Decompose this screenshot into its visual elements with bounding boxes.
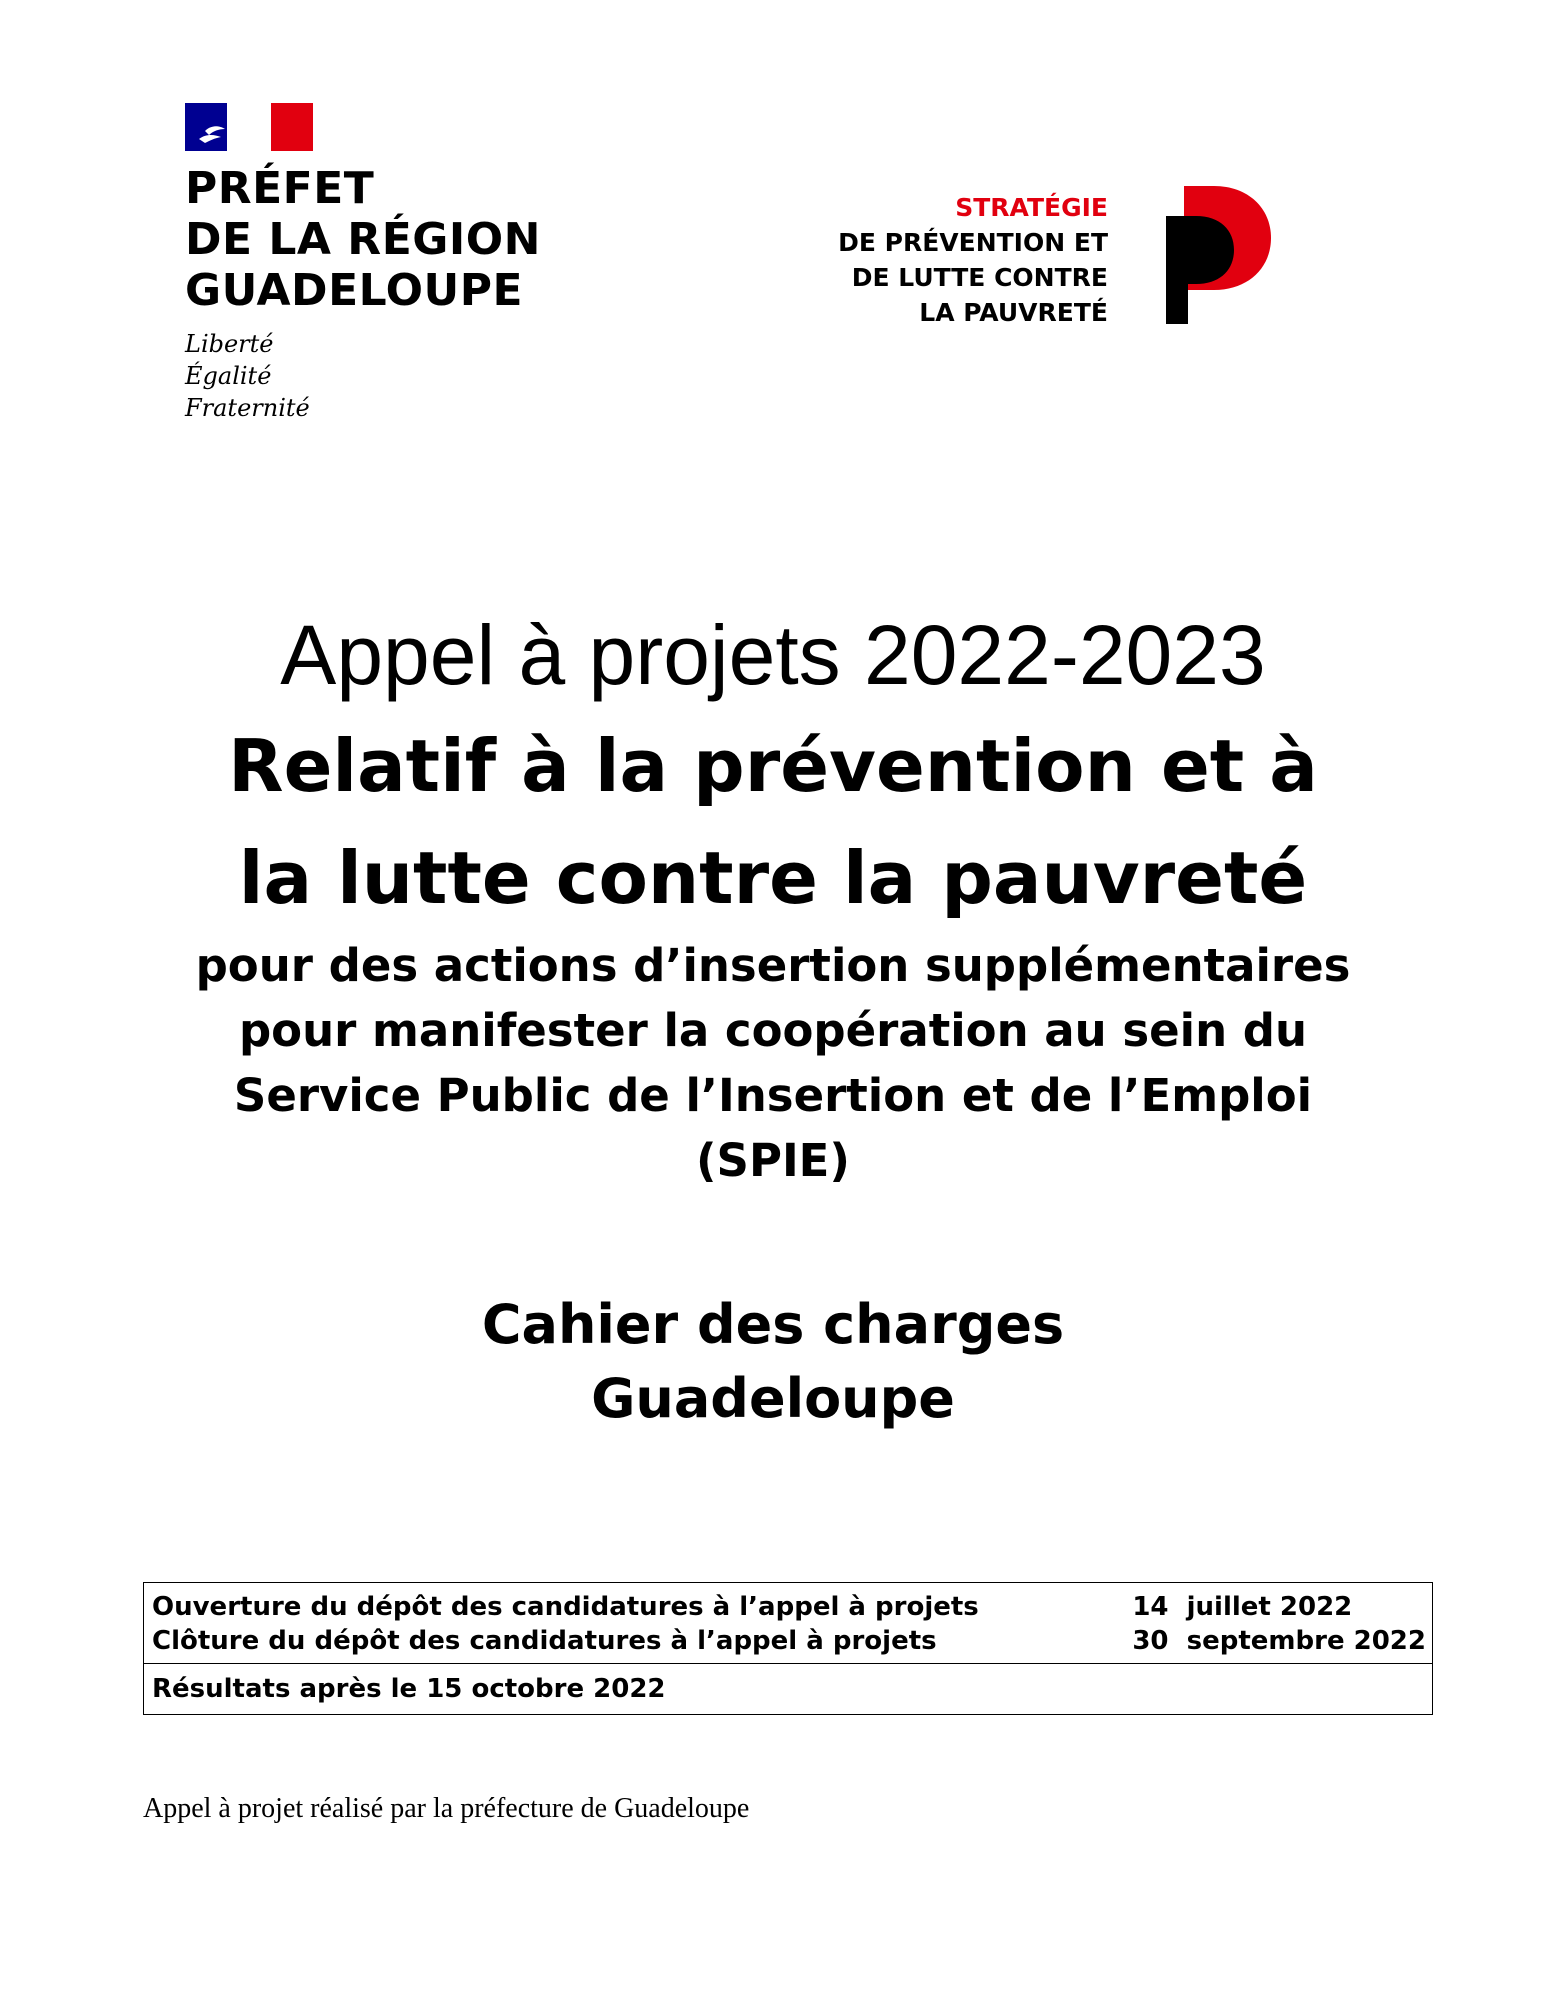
subtitle-line: (SPIE) [695, 1134, 850, 1187]
footer-note: Appel à projet réalisé par la préfecture de Guadeloupe [143, 1793, 750, 1824]
title-bold-line: Relatif à la prévention et à [228, 724, 1318, 808]
motto-line: Fraternité [185, 394, 310, 422]
prefecture-name [185, 163, 565, 316]
subtitle-line: Service Public de l’Insertion et de l’Emploi [233, 1069, 1313, 1122]
republic-motto [185, 328, 565, 424]
strategy-logo-text [838, 190, 1108, 330]
strategy-p-icon [1166, 186, 1271, 324]
dates-values [1132, 1590, 1426, 1658]
subtitle-line: pour des actions d’insertion supplémentaires [195, 939, 1351, 992]
prefecture-name-line: DE LA RÉGION [185, 214, 541, 265]
strategy-line-1: STRATÉGIE [955, 193, 1108, 222]
results-date: Résultats après le 15 octobre 2022 [152, 1674, 666, 1704]
motto-line: Égalité [185, 362, 272, 390]
prefecture-logo [185, 103, 565, 424]
prefecture-name-line: GUADELOUPE [185, 265, 524, 316]
prefecture-name-line: PRÉFET [185, 163, 375, 214]
opening-label: Ouverture du dépôt des candidatures à l’appel à projets [152, 1592, 979, 1622]
strategy-logo [840, 186, 1280, 326]
strategy-line-2: DE PRÉVENTION ET [838, 228, 1108, 257]
dates-table-schedule [144, 1583, 1432, 1664]
title-bold-line: la lutte contre la pauvreté [238, 836, 1308, 920]
page-title: Appel à projets 2022-2023 [280, 608, 1266, 702]
closing-label: Clôture du dépôt des candidatures à l’appel à projets [152, 1626, 937, 1656]
dates-table [143, 1582, 1433, 1715]
strategy-line-4: LA PAUVRETÉ [919, 298, 1108, 327]
strategy-line-3: DE LUTTE CONTRE [851, 263, 1108, 292]
title-block [0, 600, 1546, 1194]
motto-line: Liberté [185, 330, 274, 358]
closing-date: 30 septembre 2022 [1132, 1626, 1426, 1656]
dates-labels [152, 1590, 979, 1658]
subtitle-line: pour manifester la coopération au sein du [238, 1004, 1308, 1057]
opening-date: 14 juillet 2022 [1132, 1592, 1353, 1622]
cahier-block [0, 1288, 1546, 1436]
cahier-title: Cahier des charges [481, 1293, 1065, 1356]
cahier-region: Guadeloupe [591, 1367, 955, 1430]
marianne-flag-icon [185, 103, 313, 151]
